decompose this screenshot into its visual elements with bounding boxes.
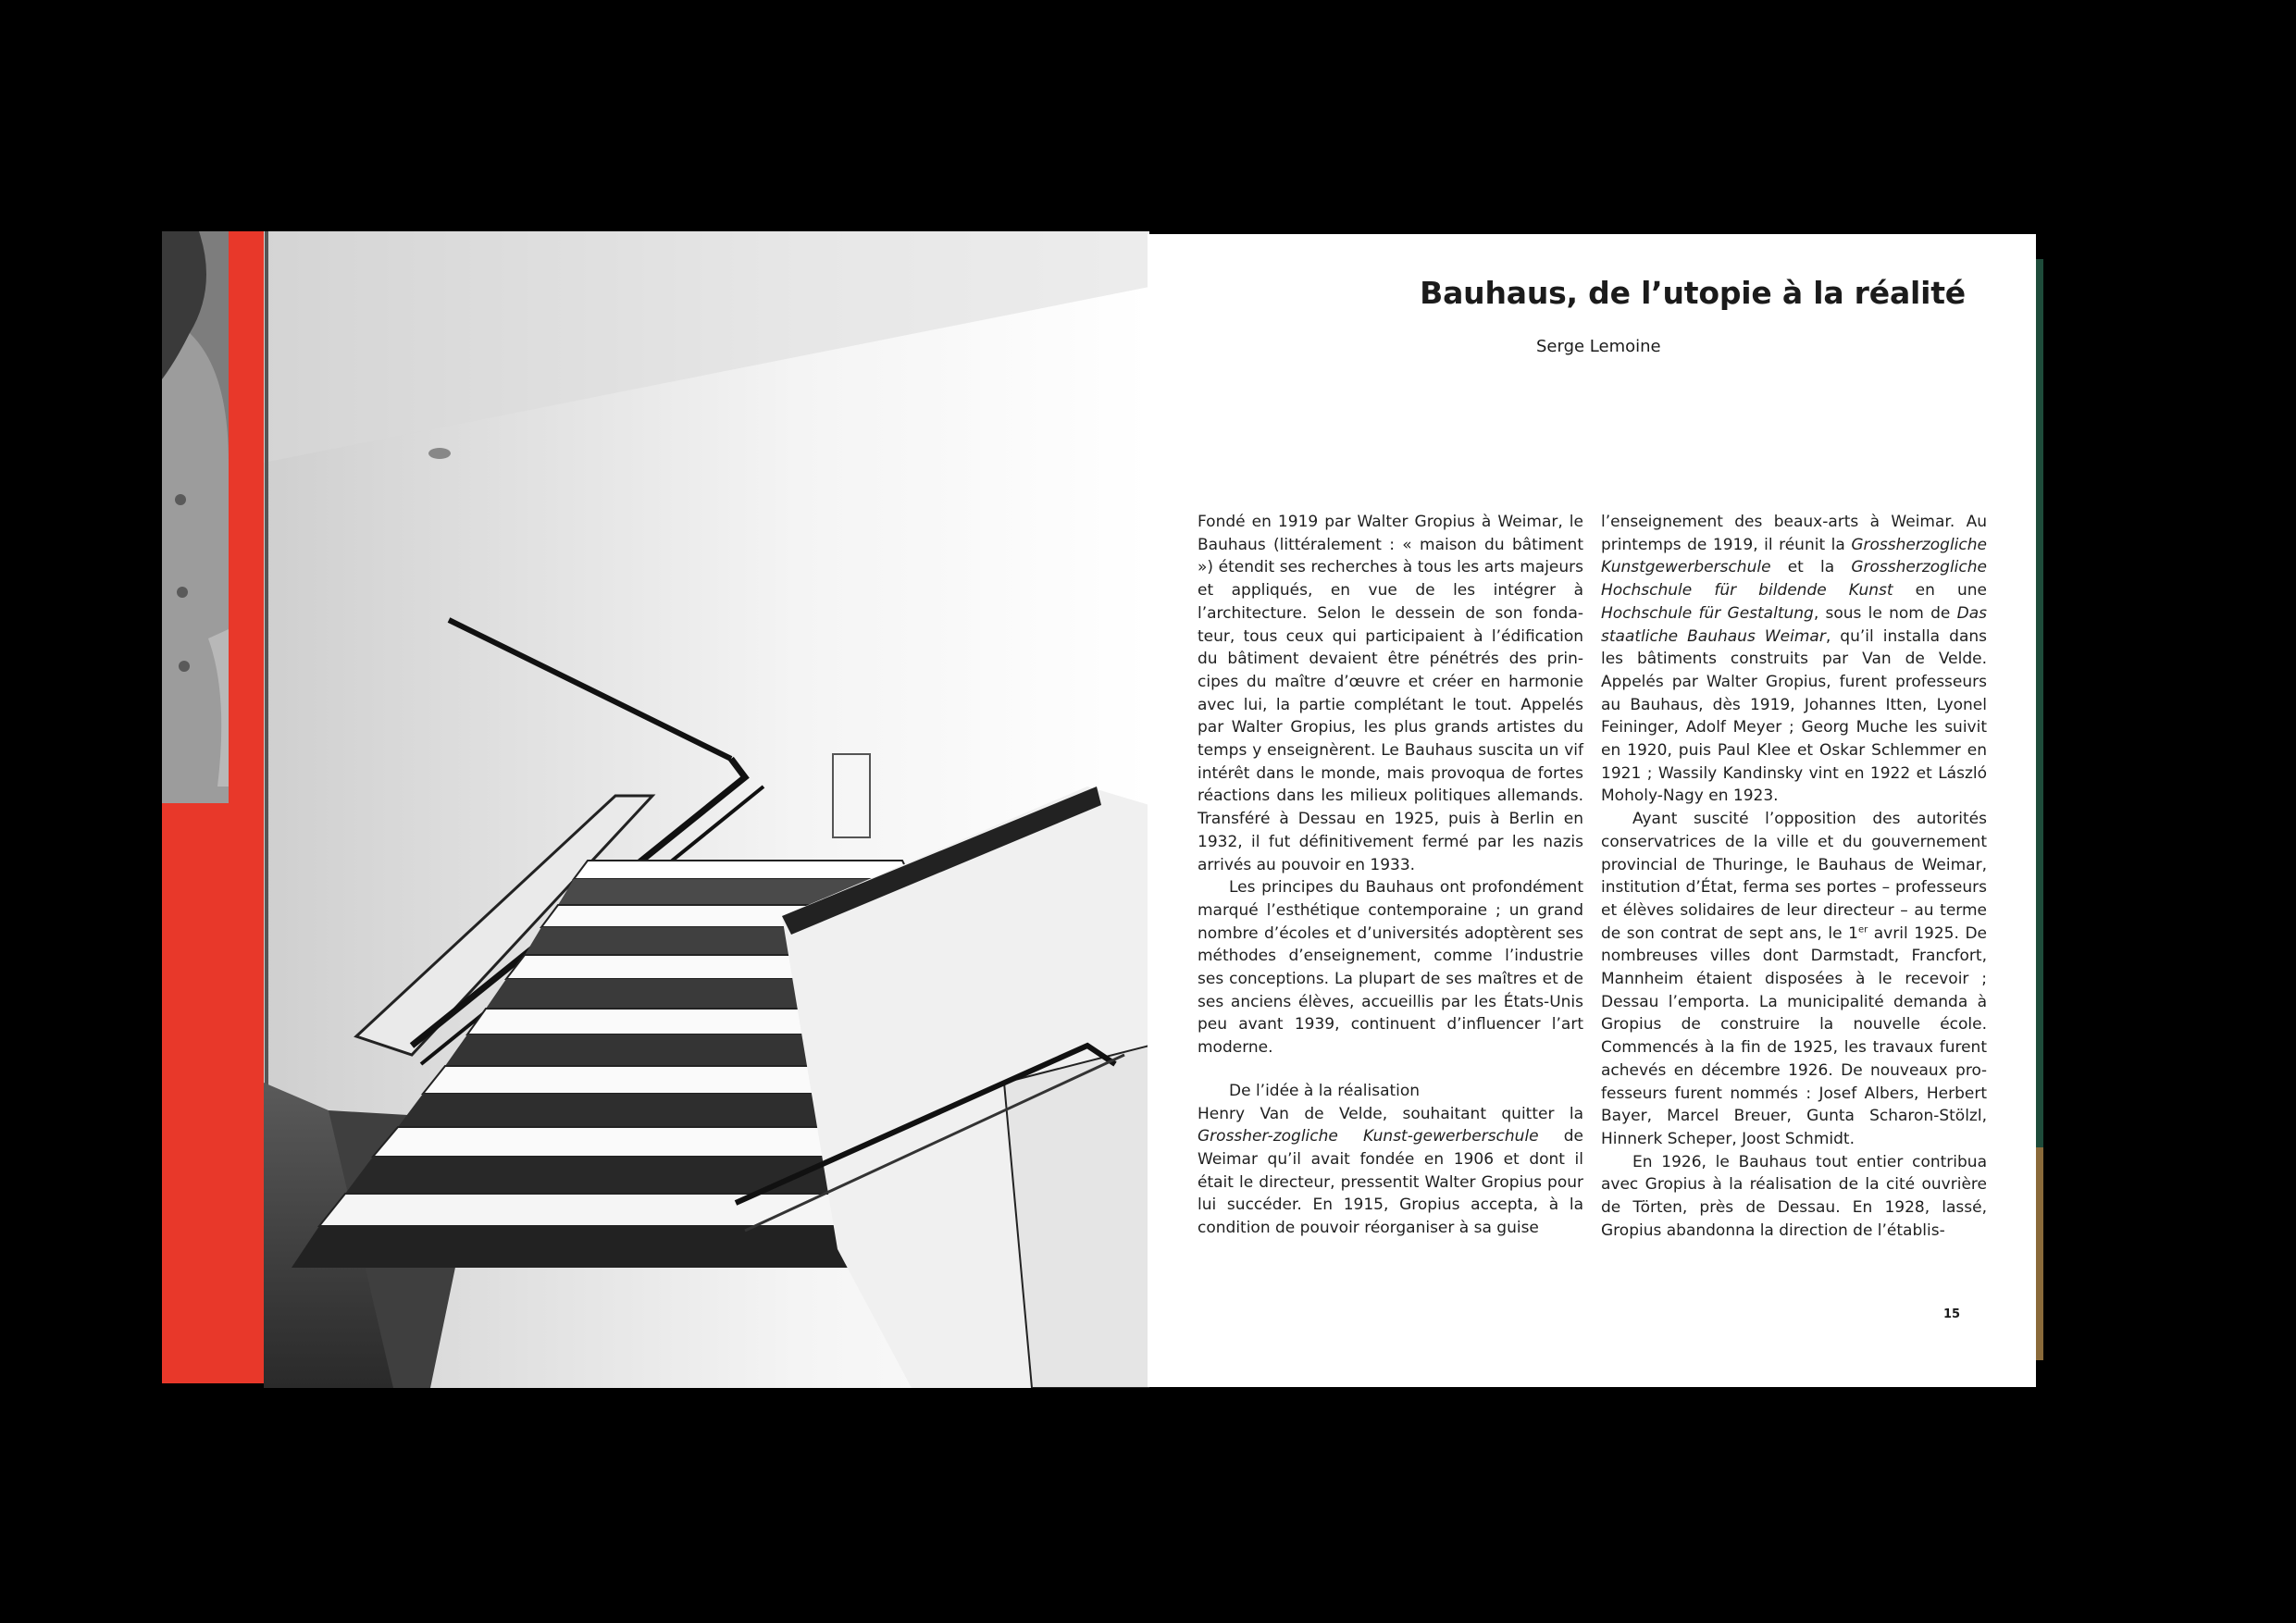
paragraph: En 1926, le Bauhaus tout entier contribua avec Gropius à la réalisation de la cité ouvrière de Törten, près de Dessau. En 1928, lassé, Gropius abandonna la direction de l’établis- <box>1601 1152 1987 1240</box>
text-column-2 <box>1601 511 1987 1243</box>
neighbor-page-photo <box>162 231 229 803</box>
coat-figure-image <box>162 231 229 803</box>
paragraph: Ayant suscité l’opposition des autorités conservatrices de la ville et du gouvernement provincial de Thuringe, le Bauhaus de Weimar, institution d’État, ferma ses portes – professeurs et élèves solidaires de leur directeur – au terme de son contrat de sept ans, le 1er avril 1925. De nombreuses villes dont Darmstadt, Francfort, Mannheim étaient disposées à le recevoir ; Dessau l’emporta. La municipalité demanda à Gropius de construire la nouvelle école. Commencés à la fin de 1925, les travaux furent achevés en décembre 1926. De nouveaux professeurs furent nommés : Josef Albers, Herbert Bayer, Marcel Breuer, Gunta Scharon-Stölzl, Hinnerk Scheper, Joost Schmidt. <box>1601 810 1988 1148</box>
staircase-illustration <box>264 231 1149 1388</box>
paragraph: Henry Van de Velde, souhaitant quitter la Grossher-zogliche Kunst-gewerberschule de Weimar qu’il avait fondée en 1906 et dont il était le directeur, pressentit Walter Gropius pour lui succéder. En 1915, Gropius accepta, à la condition de pouvoir réorganiser à sa guise <box>1198 1104 1583 1238</box>
page-edge-green <box>2036 259 2043 1147</box>
staircase-photograph <box>264 231 1149 1388</box>
paragraph: l’enseignement des beaux-arts à Weimar. Au printemps de 1919, il réunit la Grossherzogliche Kunstgewerberschule et la Grossherzogliche Hochschule für bildende Kunst en une Hochschule für Gestaltung, sous le nom de Das staatliche Bauhaus Weimar, qu’il installa dans les bâtiments construits par Van de Velde. Appelés par Walter Gropius, furent professeurs au Bauhaus, dès 1919, Johannes Itten, Lyonel Feininger, Adolf Meyer ; Georg Muche les suivit en 1920, puis Paul Klee et Oskar Schlemmer en 1921 ; Wassily Kandinsky vint en 1922 et László Moholy-Nagy en 1923. <box>1601 513 1987 806</box>
red-accent-strip <box>229 231 264 803</box>
right-page <box>1148 234 2036 1387</box>
page-number: 15 <box>1943 1307 1961 1321</box>
text-column-1 <box>1198 511 1583 1240</box>
paragraph: Les principes du Bauhaus ont profondément marqué l’esthétique contemporaine ; un grand nombre d’écoles et d’universités adoptèrent ses méthodes d’enseignement, comme l’industrie ses conceptions. La plupart de ses maîtres et de ses anciens élèves, accueillis par les États-Unis peu avant 1939, continuent d’influencer l’art moderne. <box>1198 878 1583 1058</box>
article-title: Bauhaus, de l’utopie à la réalité <box>1420 275 1966 311</box>
article-author: Serge Lemoine <box>1536 337 1661 356</box>
red-accent-band <box>162 803 264 1383</box>
page-edge-brown <box>2036 1147 2043 1360</box>
section-subheading: De l’idée à la réalisation <box>1229 1081 1421 1100</box>
paragraph: Fondé en 1919 par Walter Gropius à Weimar, le Bauhaus (littéralement : « maison du bâtiment ») étendit ses recherches à tous les arts majeurs et appliqués, en vue de les intégrer à l’architecture. Selon le dessein de son fondateur, tous ceux qui participaient à l’édification du bâtiment devaient être pénétrés des principes du maître d’œuvre et créer en harmonie avec lui, la partie complétant le tout. Appelés par Walter Gropius, les plus grands artistes du temps y enseignèrent. Le Bauhaus suscita un vif intérêt dans le monde, mais provoqua de fortes réactions dans les milieux politiques allemands. Transféré à Dessau en 1925, puis à Berlin en 1932, il fut définitivement fermé par les nazis arrivés au pouvoir en 1933. <box>1198 513 1583 874</box>
